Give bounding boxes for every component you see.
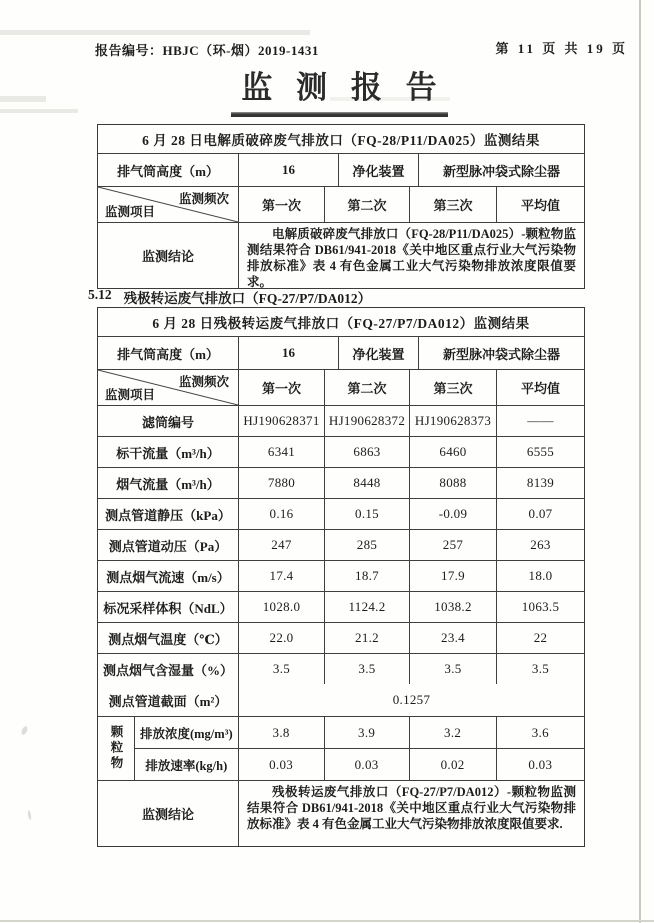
row-label: 烟气流量（m³/h） [116,476,220,492]
scan-smudge [20,725,28,735]
section-number: 5.12 [88,287,112,302]
row-label: 标况采样体积（NdL） [103,600,233,616]
table-electrolyte-outlet [97,124,585,289]
cell-value: 21.2 [324,623,409,653]
purifier-label: 净化装置 [338,337,418,369]
cell-value: 6341 [238,437,324,467]
row-label: 滤筒编号 [141,414,194,430]
cell-value: 23.4 [409,623,496,653]
cell-value: 1063.5 [496,592,584,622]
stack-height-label: 排气筒高度（m） [117,163,219,179]
cell-value: HJ190628372 [324,406,409,436]
cell-value: 3.6 [496,717,584,748]
page-indicator: 第 11 页 共 19 页 [495,41,628,56]
cell-value: 0.03 [496,749,584,780]
cell-value: —— [496,406,584,436]
table-row [98,498,584,529]
table-row [98,622,584,653]
stack-height-value: 16 [238,337,338,369]
cell-value: 0.03 [324,749,409,780]
table-row [98,529,584,560]
cell-value: 8088 [409,468,496,498]
purifier-value: 新型脉冲袋式除尘器 [418,154,584,186]
stack-height-label: 排气筒高度（m） [117,346,219,362]
table-row [98,560,584,591]
title-underline [231,112,448,117]
cell-value: HJ190628371 [238,406,324,436]
frequency-header: 监测频次 [178,192,229,206]
cell-value: 3.5 [324,654,409,684]
row-label: 测点管道动压（Pa） [108,538,228,554]
cell-value: 3.5 [238,654,324,684]
cell-value: 8139 [496,468,584,498]
col-header-second: 第二次 [324,370,409,405]
col-header-average: 平均值 [496,187,584,222]
scan-edge-bottom [0,920,654,922]
table1-frequency-row [98,186,584,222]
purifier-label: 净化装置 [338,154,418,186]
table2-conclusion-row [98,780,584,846]
duct-section-label: 测点管道截面（m²） [108,693,228,709]
col-header-third: 第三次 [409,187,496,222]
report-number-label: 报告编号： [95,43,163,58]
table-row [98,653,584,684]
cell-value: 18.0 [496,561,584,591]
row-label: 排放浓度(mg/m³) [139,726,233,741]
table2-simple-rows [98,405,584,684]
cell-value: 8448 [324,468,409,498]
table-row [135,717,584,748]
cell-value: 1028.0 [238,592,324,622]
cell-value: 257 [409,530,496,560]
cell-value: 0.07 [496,499,584,529]
duct-section-value: 0.1257 [238,684,584,716]
scan-streak [0,30,310,35]
conclusion-label: 监测结论 [141,807,194,822]
particulate-group-row [98,716,584,780]
purifier-value: 新型脉冲袋式除尘器 [418,337,584,369]
row-label: 排放速率(kg/h) [145,758,228,773]
cell-value: 17.9 [409,561,496,591]
document-title: 监 测 报 告 [241,70,441,105]
section-heading [88,287,371,307]
report-number-line [95,40,319,59]
cell-value: 22 [496,623,584,653]
frequency-header: 监测频次 [178,375,229,389]
cell-value: 0.02 [409,749,496,780]
cell-value: 3.9 [324,717,409,748]
row-label: 测点烟气温度（℃） [108,631,228,647]
diagonal-header-cell [98,370,238,405]
table2-info-row [98,336,584,369]
duct-section-row [98,684,584,716]
cell-value: 263 [496,530,584,560]
table-residual-anode-outlet [97,307,585,847]
col-header-first: 第一次 [238,370,324,405]
table-row [135,748,584,780]
row-label: 测点烟气含湿量（%） [102,662,233,678]
table2-title-row [98,308,584,336]
table-row [98,591,584,622]
cell-value: 6863 [324,437,409,467]
section-title: 残极转运废气排放口（FQ-27/P7/DA012） [123,291,372,306]
cell-value: 0.03 [238,749,324,780]
table-row [98,436,584,467]
cell-value: 17.4 [238,561,324,591]
scan-edge-right [639,0,641,923]
conclusion-label: 监测结论 [141,249,194,264]
particulate-subrows [134,717,584,780]
conclusion-text: 残极转运废气排放口（FQ-27/P7/DA012）-颗粒物监测结果符合 DB61/941-2018《关中地区重点行业大气污染物排放标准》表 4 有色金属工业大气污染物排放浓度限值要求. [238,781,584,846]
item-header: 监测项目 [105,388,156,402]
cell-value: 3.8 [238,717,324,748]
table1-conclusion-row [98,222,584,288]
cell-value: 3.5 [409,654,496,684]
cell-value: -0.09 [409,499,496,529]
table2-frequency-row [98,369,584,405]
cell-value: 22.0 [238,623,324,653]
cell-value: 1124.2 [324,592,409,622]
col-header-second: 第二次 [324,187,409,222]
table-row [98,467,584,498]
conclusion-text: 电解质破碎废气排放口（FQ-28/P11/DA025）-颗粒物监测结果符合 DB61/941-2018《关中地区重点行业大气污染物排放标准》表 4 有色金属工业大气污染物排放浓度限值要求。 [238,223,584,288]
cell-value: 285 [324,530,409,560]
cell-value: 18.7 [324,561,409,591]
col-header-third: 第三次 [409,370,496,405]
table-row [98,405,584,436]
item-header: 监测项目 [105,205,156,219]
cell-value: 0.15 [324,499,409,529]
row-label: 标干流量（m³/h） [116,445,220,461]
cell-value: 6555 [496,437,584,467]
table2-title: 6 月 28 日残极转运废气排放口（FQ-27/P7/DA012）监测结果 [152,316,530,331]
cell-value: 0.16 [238,499,324,529]
diagonal-header-cell [98,187,238,222]
cell-value: HJ190628373 [409,406,496,436]
cell-value: 3.2 [409,717,496,748]
scan-smudge [27,810,32,820]
table1-title: 6 月 28 日电解质破碎废气排放口（FQ-28/P11/DA025）监测结果 [142,133,540,148]
row-label: 测点烟气流速（m/s） [106,569,230,585]
col-header-first: 第一次 [238,187,324,222]
table1-title-row [98,125,584,153]
cell-value: 1038.2 [409,592,496,622]
stack-height-value: 16 [238,154,338,186]
row-label: 测点管道静压（kPa） [105,507,231,523]
cell-value: 247 [238,530,324,560]
report-number-value: HBJC（环-烟）2019-1431 [162,43,319,58]
scan-streak [0,109,78,113]
cell-value: 6460 [409,437,496,467]
particulate-group-label: 颗粒物 [109,725,123,772]
cell-value: 7880 [238,468,324,498]
table1-info-row [98,153,584,186]
cell-value: 3.5 [496,654,584,684]
col-header-average: 平均值 [496,370,584,405]
